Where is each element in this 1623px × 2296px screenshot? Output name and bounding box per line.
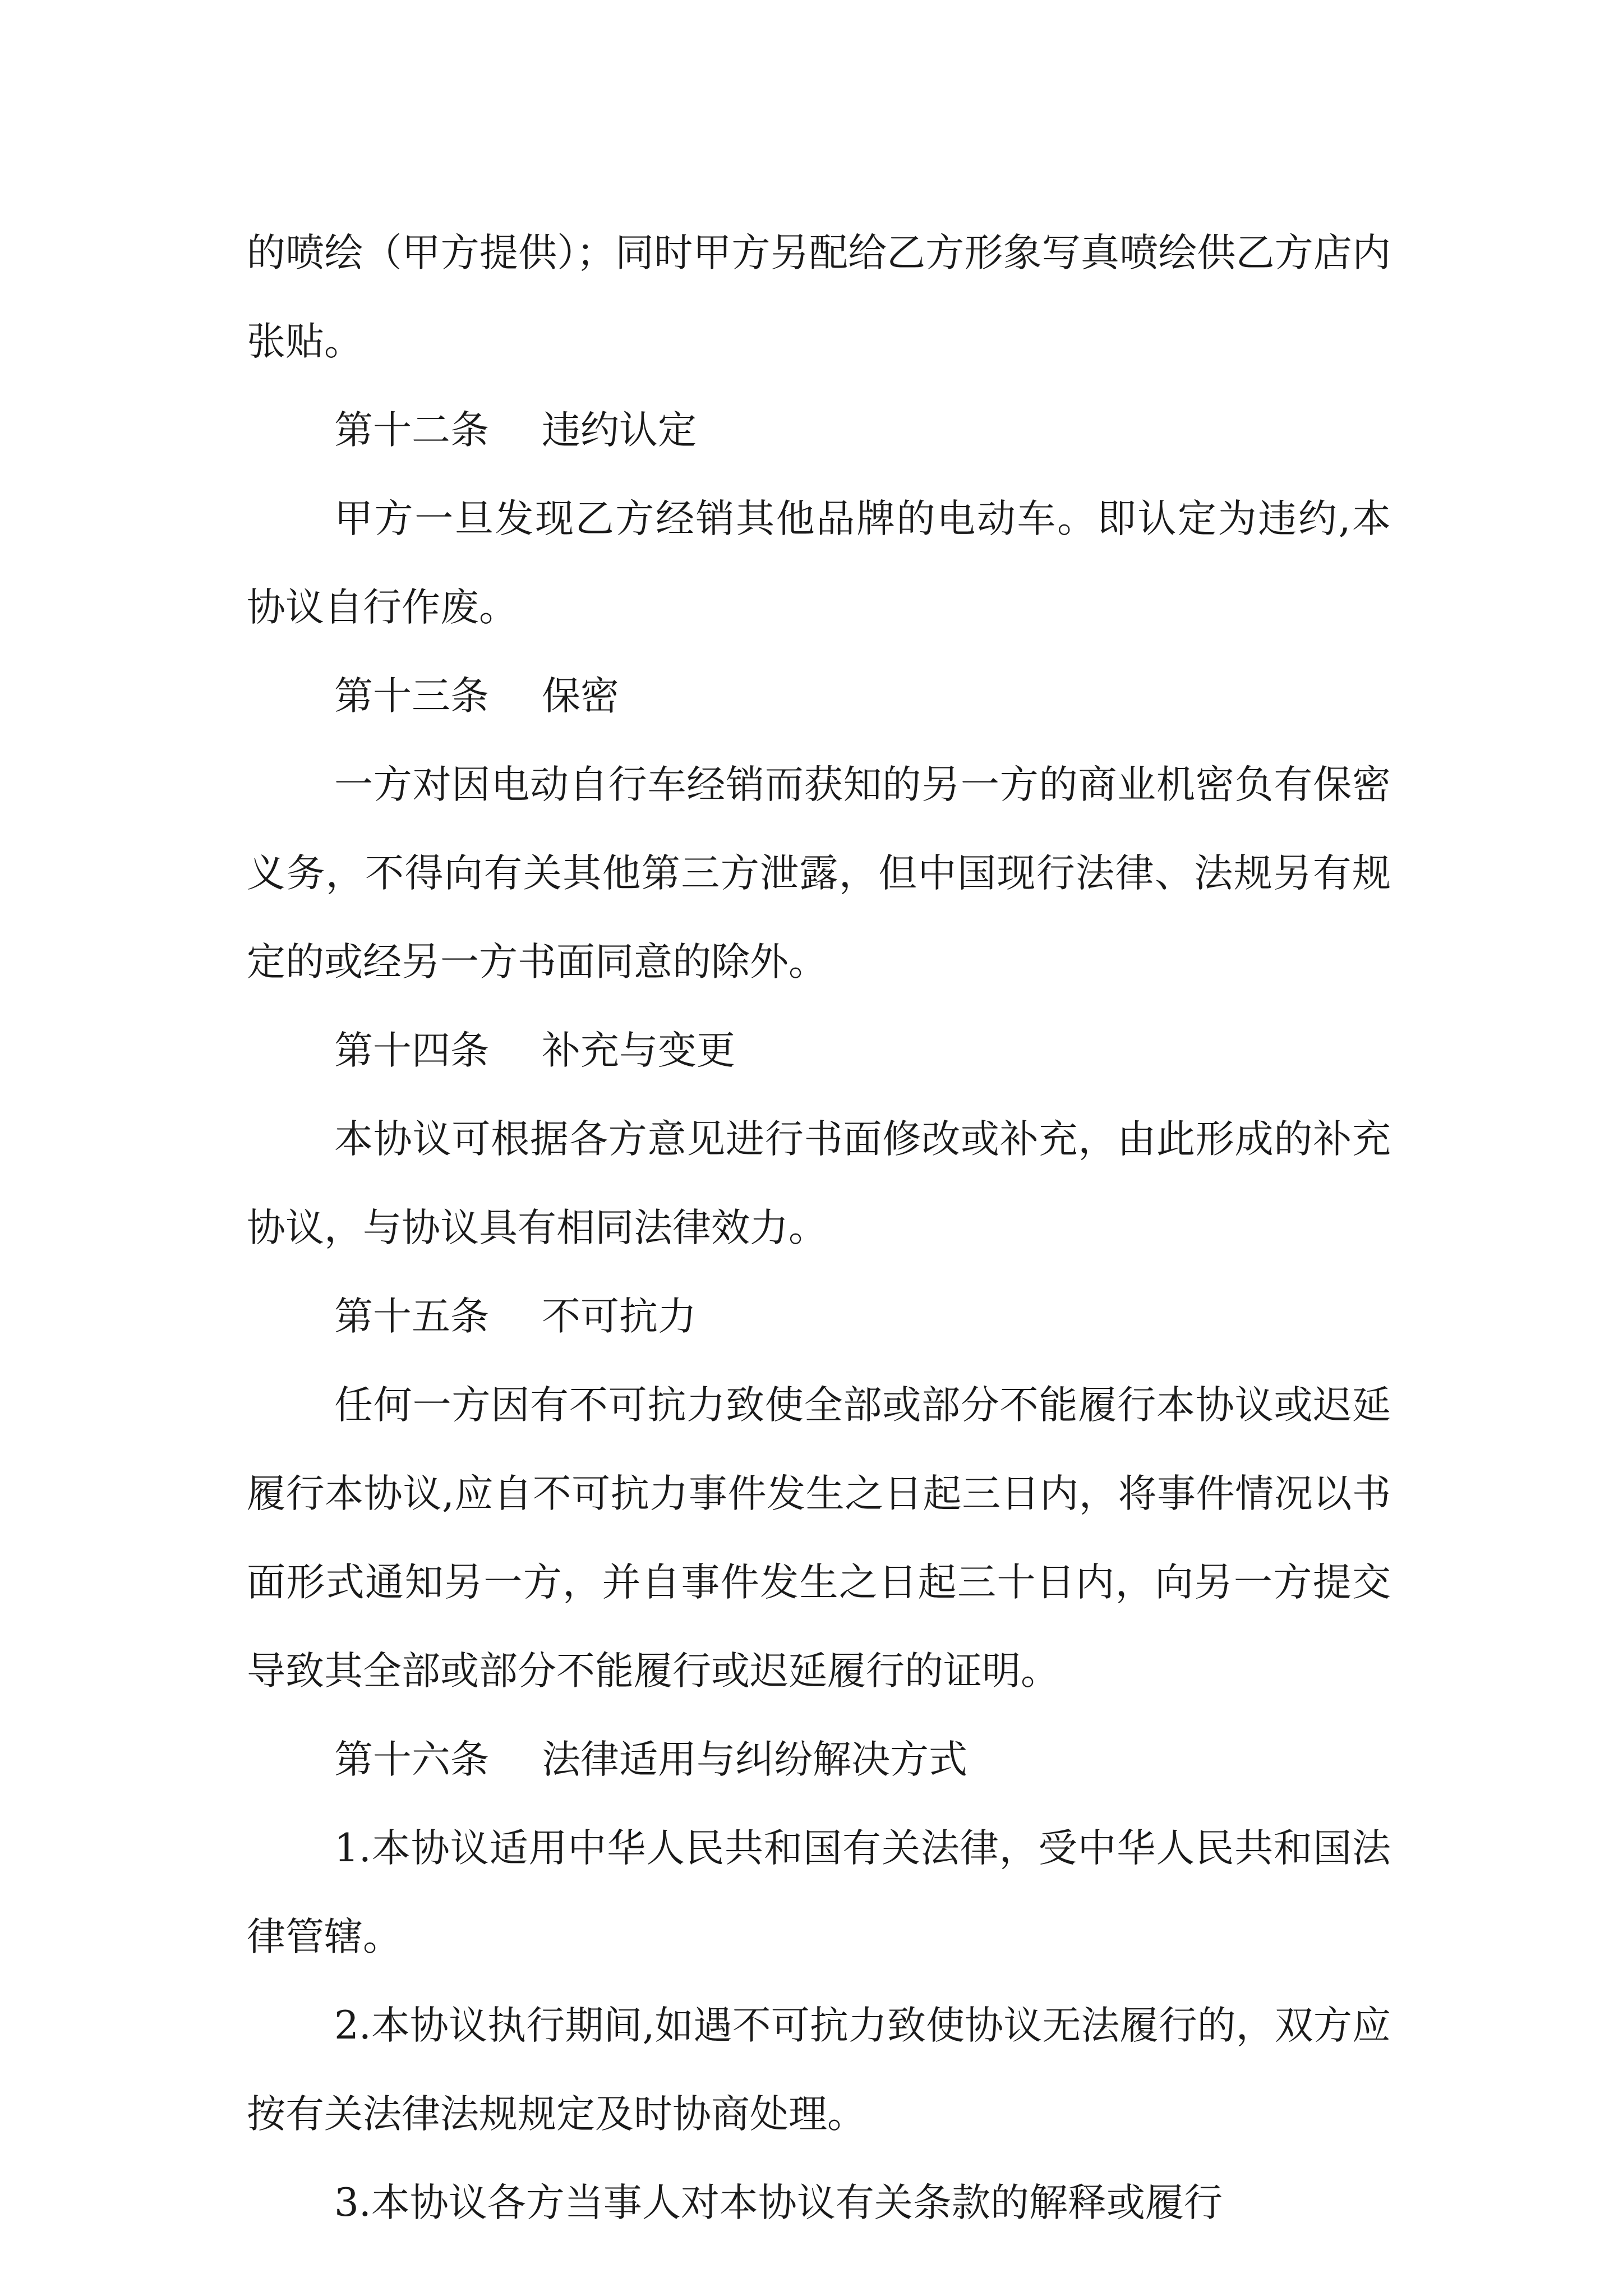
article-13-body: 一方对因电动自行车经销而获知的另一方的商业机密负有保密义务，不得向有关其他第三方泄露，但中国现行法律、法规另有规定的或经另一方书面同意的除外。	[247, 762, 1391, 984]
paragraph-continuation: 的喷绘（甲方提供）；同时甲方另配给乙方形象写真喷绘供乙方店内张贴。	[247, 231, 1391, 364]
document-page	[247, 209, 1391, 2247]
article-13-heading	[247, 652, 1391, 740]
article-title: 保密	[542, 674, 619, 719]
article-16-heading	[247, 1715, 1391, 1804]
article-16-clause-3: 3.本协议各方当事人对本协议有关条款的解释或履行	[334, 2180, 1223, 2225]
article-16-clause-2: 2.本协议执行期间,如遇不可抗力致使协议无法履行的，双方应按有关法律法规规定及时协商处理。	[247, 2003, 1391, 2137]
article-number: 第十六条	[334, 1737, 489, 1782]
article-15-body: 任何一方因有不可抗力致使全部或部分不能履行本协议或迟延履行本协议,应自不可抗力事件发生之日起三日内，将事件情况以书面形式通知另一方，并自事件发生之日起三十日内，向另一方提交导致其全部或部分不能履行或迟延履行的证明。	[247, 1383, 1391, 1694]
article-12-body: 甲方一旦发现乙方经销其他品牌的电动车。即认定为违约,本协议自行作废。	[247, 496, 1391, 630]
article-14-body: 本协议可根据各方意见进行书面修改或补充，由此形成的补充协议，与协议具有相同法律效力。	[247, 1117, 1391, 1250]
article-title: 补充与变更	[542, 1028, 735, 1073]
article-number: 第十五条	[334, 1294, 489, 1339]
article-12-heading	[247, 386, 1391, 475]
article-title: 不可抗力	[542, 1294, 697, 1339]
article-number: 第十二条	[334, 408, 489, 453]
article-16-clause-1: 1.本协议适用中华人民共和国有关法律，受中华人民共和国法律管辖。	[247, 1826, 1391, 1959]
article-title: 违约认定	[542, 408, 697, 453]
article-number: 第十三条	[334, 674, 489, 719]
article-title: 法律适用与纠纷解决方式	[542, 1737, 967, 1782]
article-14-heading	[247, 1006, 1391, 1095]
article-15-heading	[247, 1272, 1391, 1361]
article-number: 第十四条	[334, 1028, 489, 1073]
